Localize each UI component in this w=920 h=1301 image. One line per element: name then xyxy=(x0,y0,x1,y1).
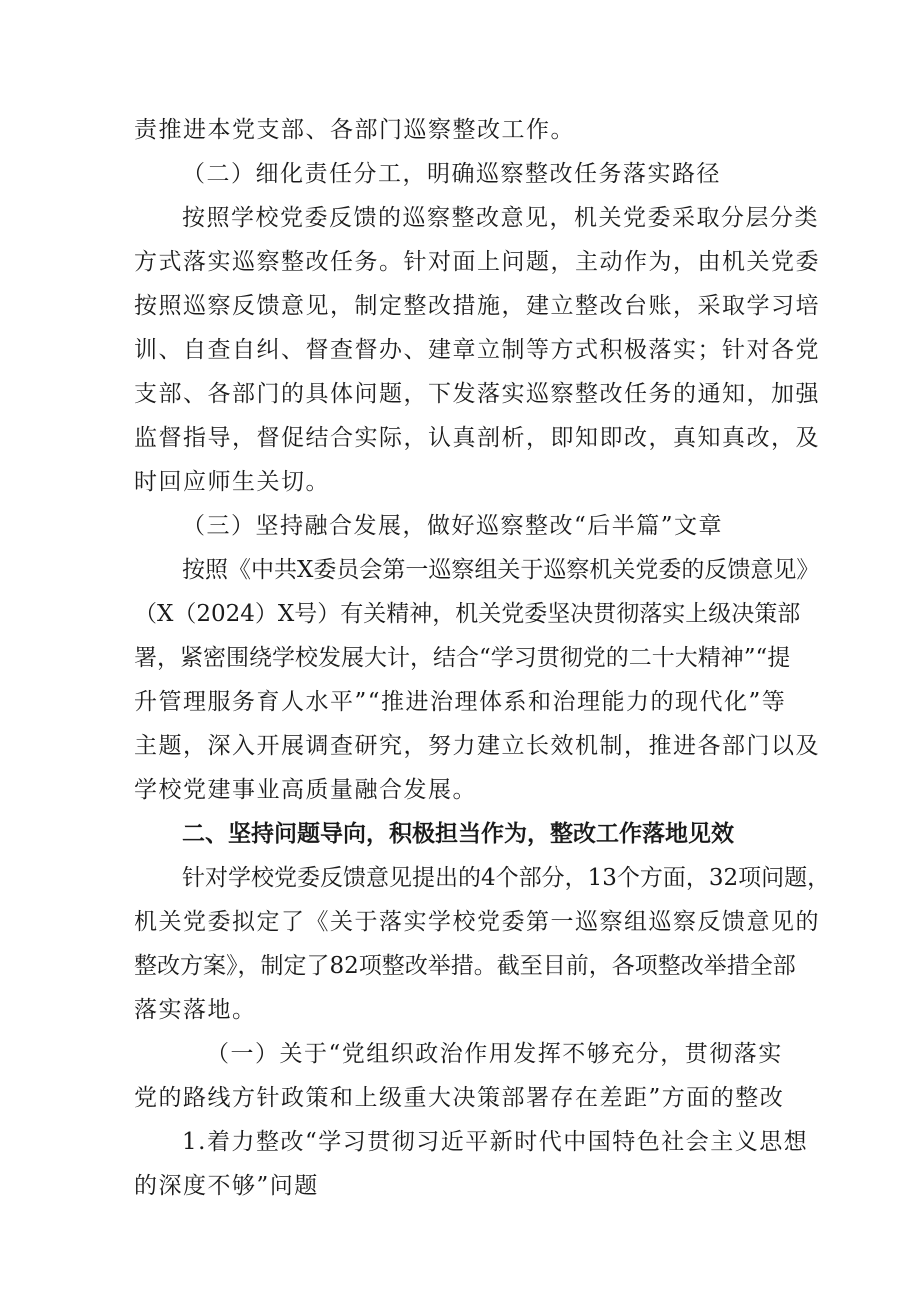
body-line-7: 支部、各部门的具体问题，下发落实巡察整改任务的通知，加强 xyxy=(134,381,820,407)
body-line-19: 机关党委拟定了《关于落实学校党委第一巡察组巡察反馈意见的 xyxy=(134,909,820,935)
body-line-8: 监督指导，督促结合实际，认真剖析，即知即改，真知真改，及 xyxy=(134,425,820,451)
body-line-15: 主题，深入开展调查研究，努力建立长效机制，推进各部门以及 xyxy=(134,733,820,759)
item-heading-1a: 1.着力整改“学习贯彻习近平新时代中国特色社会主义思想 xyxy=(182,1129,809,1155)
body-line-14: 升管理服务育人水平”“推进治理体系和治理能力的现代化”等 xyxy=(134,689,787,715)
body-line-13: 署，紧密围绕学校发展大计，结合“学习贯彻党的二十大精神”“提 xyxy=(134,645,791,671)
body-line-3: 按照学校党委反馈的巡察整改意见，机关党委采取分层分类 xyxy=(182,205,819,231)
body-line-5: 按照巡察反馈意见，制定整改措施，建立整改台账，采取学习培 xyxy=(134,293,820,319)
body-line-11: 按照《中共X委员会第一巡察组关于巡察机关党委的反馈意见》 xyxy=(182,557,820,583)
body-line-16: 学校党建事业高质量融合发展。 xyxy=(134,777,477,803)
body-line-20: 整改方案》，制定了82项整改举措。截至目前，各项整改举措全部 xyxy=(134,953,796,979)
body-line-6: 训、自查自纠、督查督办、建章立制等方式积极落实；针对各党 xyxy=(134,337,820,363)
body-line-18: 针对学校党委反馈意见提出的4个部分，13个方面，32项问题， xyxy=(182,865,831,891)
section-heading-3: （三）坚持融合发展，做好巡察整改“后半篇”文章 xyxy=(182,513,724,539)
body-line-21: 落实落地。 xyxy=(134,997,257,1023)
body-line-1: 责推进本党支部、各部门巡察整改工作。 xyxy=(134,117,575,143)
subsection-heading-1a: （一）关于“党组织政治作用发挥不够充分，贯彻落实 xyxy=(206,1041,783,1067)
body-line-9: 时回应师生关切。 xyxy=(134,469,330,495)
subsection-heading-1b: 党的路线方针政策和上级重大决策部署存在差距”方面的整改 xyxy=(134,1085,785,1111)
body-line-12: （X（2024）X号）有关精神，机关党委坚决贯彻落实上级决策部 xyxy=(134,601,801,627)
body-line-4: 方式落实巡察整改任务。针对面上问题，主动作为，由机关党委 xyxy=(134,249,820,275)
chapter-heading-2: 二、坚持问题导向，积极担当作为，整改工作落地见效 xyxy=(182,821,734,847)
item-heading-1b: 的深度不够”问题 xyxy=(134,1173,319,1199)
section-heading-2: （二）细化责任分工，明确巡察整改任务落实路径 xyxy=(182,161,721,187)
